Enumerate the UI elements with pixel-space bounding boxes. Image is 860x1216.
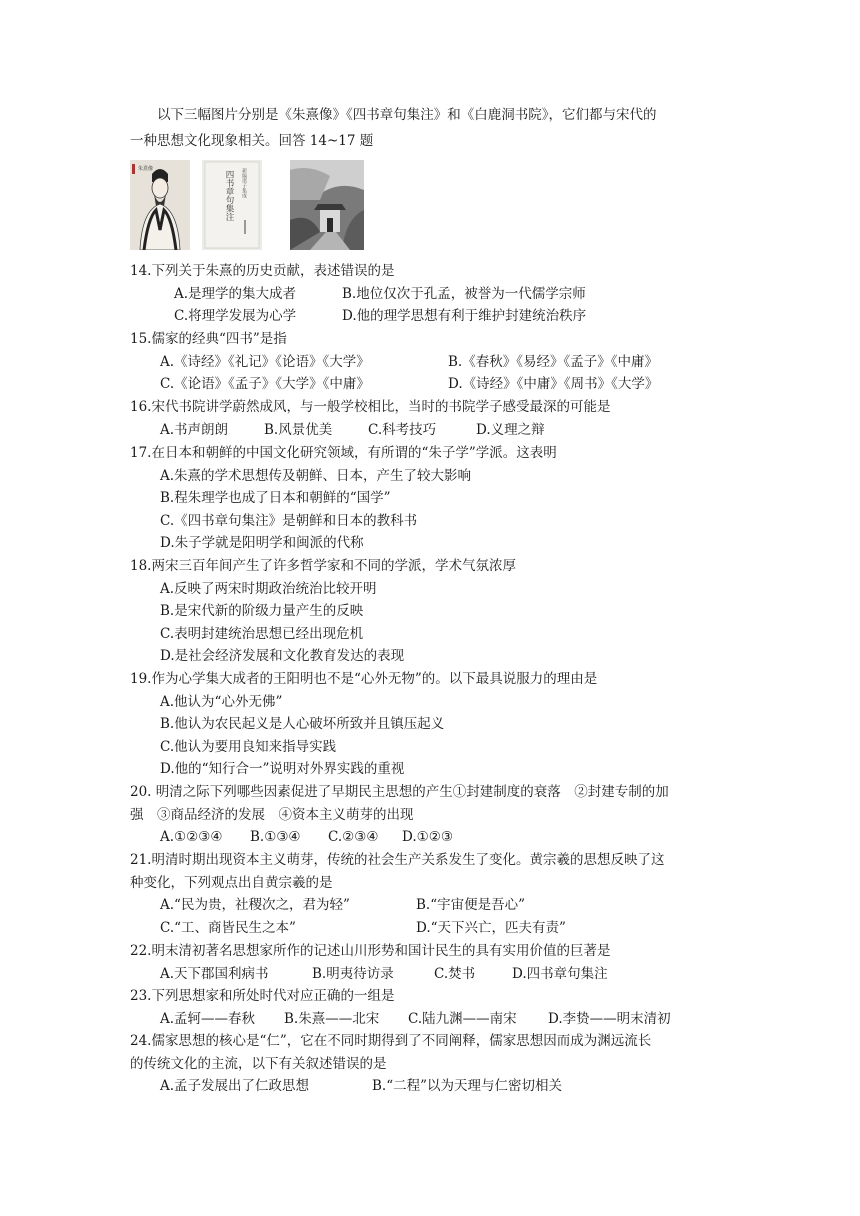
option-c: C.“工、商皆民生之本” [160,919,296,936]
option-c: C.《四书章句集注》是朝鲜和日本的教科书 [160,512,418,529]
intro-paragraph [130,102,740,154]
question-17 [130,442,740,555]
option-d: D.①②③ [402,829,453,846]
option-d: D.是社会经济发展和文化教育发达的表现 [160,648,405,665]
option-c: C.焚书 [434,965,476,982]
question-14 [130,260,740,328]
question-stem: 17.在日本和朝鲜的中国文化研究领域，有所谓的“朱子学”学派。这表明 [130,445,557,461]
option-b: B.①③④ [250,829,301,846]
option-row [130,419,740,442]
question-stem-line-2: 种变化，下列观点出自黄宗羲的是 [130,874,333,891]
question-stem: 18.两宋三百年间产生了许多哲学家和不同的学派，学术气氛浓厚 [130,558,516,574]
option-d: D.他的“知行合一”说明对外界实践的重视 [160,761,405,778]
option-c: C.《论语》《孟子》《大学》《中庸》 [160,376,370,393]
option-d: D.李贽——明末清初 [548,1010,671,1027]
option-a: A.是理学的集大成者 [174,285,297,302]
option-a: A.他认为“心外无佛” [160,693,283,710]
option-row [130,373,740,396]
question-stem-line-1: 20. 明清之际下列哪些因素促进了早期民主思想的产生①封建制度的衰落 ②封建专制的加 [130,784,669,800]
question-stem: 14.下列关于朱熹的历史贡献，表述错误的是 [130,263,395,279]
option-row [130,963,740,986]
option-row [130,305,740,328]
option-a: A.“民为贵，社稷次之，君为轻” [160,897,350,914]
question-22 [130,940,740,985]
option-b: B.风景优美 [264,421,333,438]
option-d: D.《诗经》《中庸》《周书》《大学》 [448,376,659,393]
option-row [130,283,740,306]
question-stem-line-1: 24.儒家思想的核心是“仁”，它在不同时期得到了不同阐释，儒家思想因而成为渊远流长 [130,1033,652,1049]
question-15 [130,328,740,396]
option-d: D.“天下兴亡，匹夫有责” [416,919,566,936]
option-row [130,894,740,917]
option-row [130,351,740,374]
option-b: B.是宋代新的阶级力量产生的反映 [160,603,364,620]
option-c: C.②③④ [328,829,379,846]
option-a: A.孟轲——春秋 [160,1010,256,1027]
bailudong-academy-photo [290,160,364,250]
portrait-caption: 朱熹像 [138,166,154,172]
option-c: C.科考技巧 [368,421,437,438]
option-d: D.朱子学就是阳明学和闽派的代称 [160,535,364,552]
option-a: A.反映了两宋时期政治统治比较开明 [160,580,377,597]
option-b: B.程朱理学也成了日本和朝鲜的“国学” [160,490,391,507]
question-stem-line-1: 21.明清时期出现资本主义萌芽，传统的社会生产关系发生了变化。黄宗羲的思想反映了这 [130,852,665,868]
option-d: D.四书章句集注 [512,965,608,982]
question-24 [130,1030,740,1098]
question-18 [130,555,740,668]
option-a: A.孟子发展出了仁政思想 [160,1078,310,1095]
option-row [130,917,740,940]
option-b: B.《春秋》《易经》《孟子》《中庸》 [448,353,658,370]
question-16 [130,396,740,441]
intro-line-1: 以下三幅图片分别是《朱熹像》《四书章句集注》和《白鹿洞书院》，它们都与宋代的 [157,107,657,123]
option-a: A.①②③④ [160,829,223,846]
book-series-text: 新编诸子集成 [241,168,247,198]
question-stem: 16.宋代书院讲学蔚然成风，与一般学校相比，当时的书院学子感受最深的可能是 [130,399,611,415]
option-a: A.《诗经》《礼记》《论语》《大学》 [160,353,370,370]
option-row [130,1008,740,1031]
option-a: A.天下郡国利病书 [160,965,269,982]
question-stem: 22.明末清初著名思想家所作的记述山川形势和国计民生的具有实用价值的巨著是 [130,943,611,959]
option-a: A.书声朗朗 [160,421,229,438]
option-c: C.表明封建统治思想已经出现危机 [160,625,364,642]
option-row [130,826,740,849]
option-b: B.地位仅次于孔孟，被誉为一代儒学宗师 [342,285,586,302]
question-stem: 23.下列思想家和所处时代对应正确的一组是 [130,988,395,1004]
question-stem-line-2: 的传统文化的主流，以下有关叙述错误的是 [130,1055,387,1072]
question-stem: 15.儒家的经典“四书”是指 [130,331,287,347]
sishu-book-cover-image [202,160,262,250]
option-d: D.他的理学思想有利于维护封建统治秩序 [342,308,587,325]
option-b: B.明夷待访录 [312,965,394,982]
option-d: D.义理之辩 [476,421,545,438]
option-b: B.朱熹——北宋 [284,1010,380,1027]
zhu-xi-portrait-image [130,160,190,250]
question-stem: 19.作为心学集大成者的王阳明也不是“心外无物”的。以下最具说服力的理由是 [130,671,598,687]
option-b: B.“二程”以为天理与仁密切相关 [372,1078,563,1095]
question-23 [130,985,740,1030]
option-b: B.他认为农民起义是人心破坏所致并且镇压起义 [160,716,445,733]
option-c: C.将理学发展为心学 [174,308,297,325]
question-21 [130,849,740,939]
question-stem-line-2: 强 ③商品经济的发展 ④资本主义萌芽的出现 [130,806,414,823]
book-title-text: 四书章句集注 [224,170,234,221]
option-row [130,1075,740,1098]
option-b: B.“宇宙便是吾心” [416,897,526,914]
question-20 [130,781,740,849]
option-c: C.他认为要用良知来指导实践 [160,738,337,755]
intro-line-2: 一种思想文化现象相关。回答 14~17 题 [130,133,374,149]
question-19 [130,668,740,781]
option-a: A.朱熹的学术思想传及朝鲜、日本，产生了较大影响 [160,467,472,484]
option-c: C.陆九渊——南宋 [408,1010,517,1027]
